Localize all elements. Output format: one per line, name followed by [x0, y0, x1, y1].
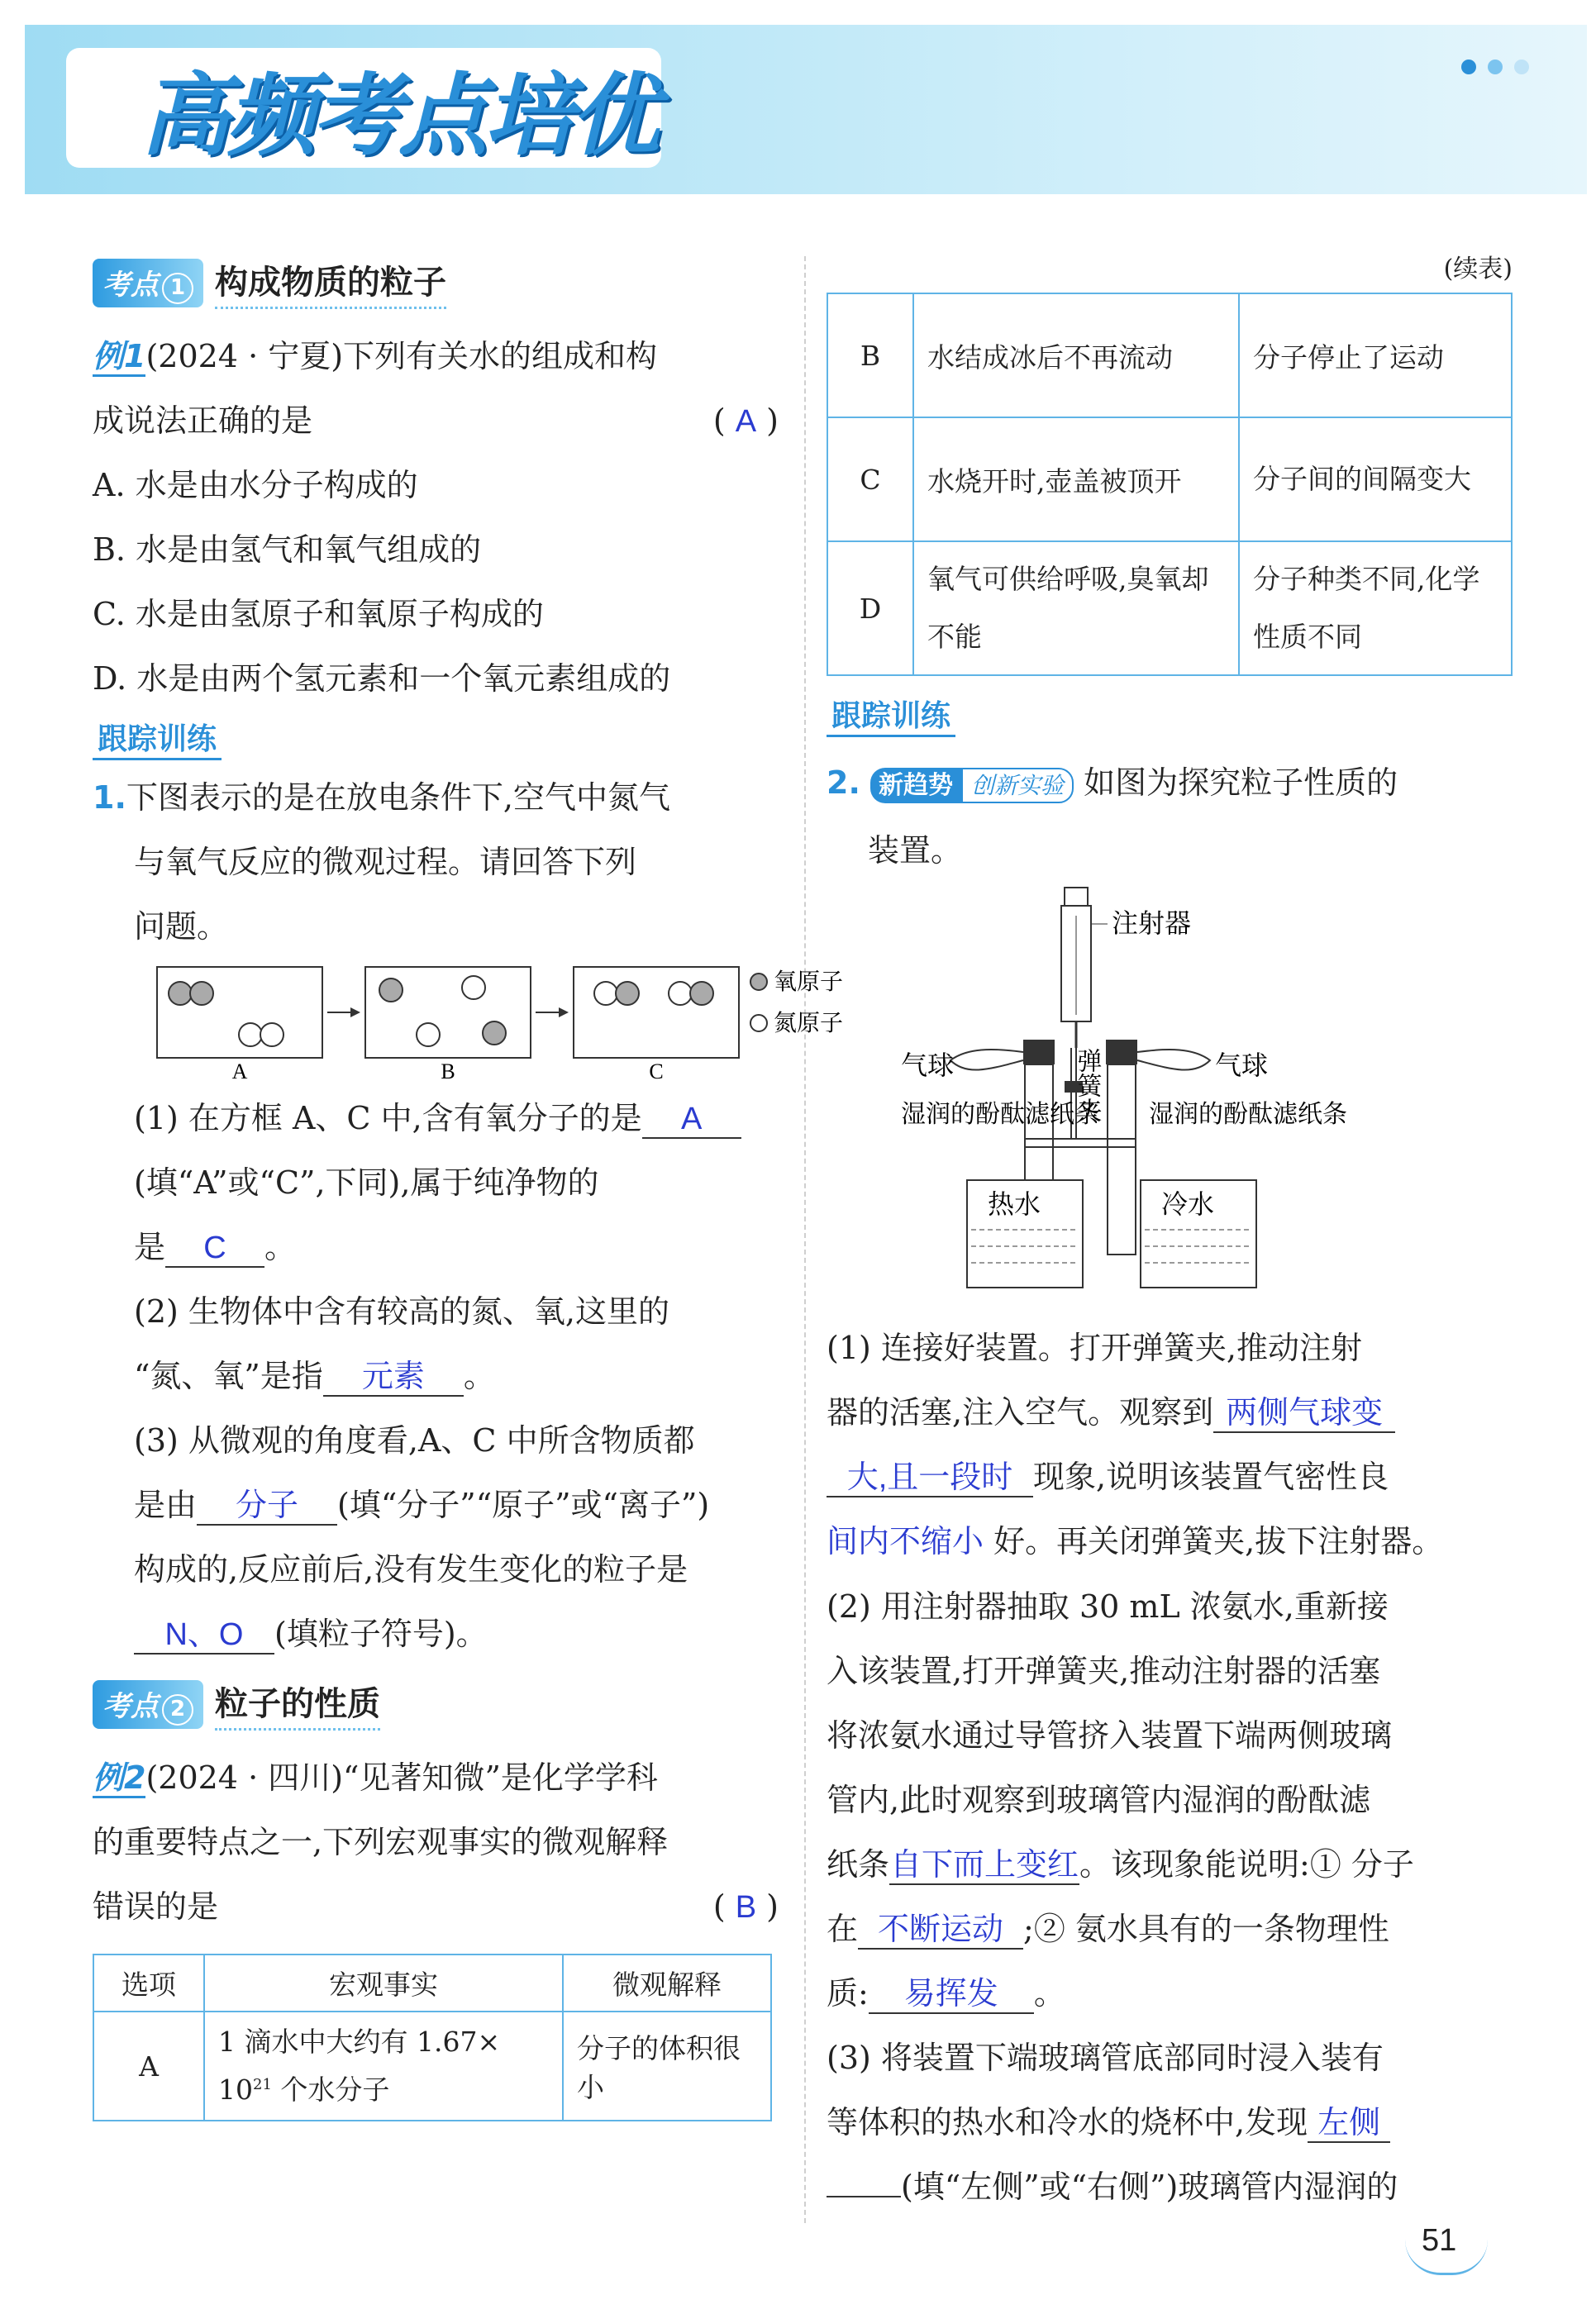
label-paper-right: 湿润的酚酞滤纸条: [1149, 1100, 1347, 1129]
option-b: B. 水是由氢气和氧气组成的: [93, 531, 482, 568]
q1-part3: (3) 从微观的角度看,A、C 中所含物质都: [134, 1422, 695, 1459]
q1-part1-b: (填“A”或“C”,下同),属于纯净物的: [134, 1164, 599, 1201]
q2-part3: (3) 将装置下端玻璃管底部同时浸入装有: [827, 2040, 1384, 2076]
diagram-label-c: C: [649, 1059, 664, 1083]
column-divider: [804, 256, 806, 2223]
page-number: 51: [1422, 2223, 1457, 2258]
continued-label: (续表): [1443, 255, 1513, 283]
kaodian-title-2: 粒子的性质: [215, 1678, 380, 1731]
q2-part2-i: 质: 易挥发 。: [827, 1961, 1513, 2026]
explanation-table-continued: [827, 293, 1513, 676]
kaodian-badge-2: 考点 2: [93, 1680, 203, 1729]
table-header-row: [93, 1955, 771, 2012]
header-fact: 宏观事实: [204, 1955, 563, 2012]
q1-part2: (2) 生物体中含有较高的氮、氧,这里的: [134, 1293, 669, 1330]
row-fact: 水结成冰后不再流动: [913, 293, 1239, 417]
dot-3: [1514, 60, 1529, 74]
q2-stem-2: 装置。: [868, 832, 963, 869]
q2-part2-b: 入该装置,打开弹簧夹,推动注射器的活塞: [827, 1653, 1381, 1689]
row-fact: 1 滴水中大约有 1.67× $10^{21}$ 个水分子: [204, 2012, 563, 2121]
label-cold-water: 冷水: [1161, 1188, 1215, 1220]
option-c: C. 水是由氢原子和氧原子构成的: [93, 596, 544, 632]
example-2-answer: B: [735, 1890, 757, 1925]
right-column: [827, 248, 1513, 2219]
label-clip: 弹簧夹: [1072, 1048, 1102, 1122]
table-row: [827, 293, 1512, 417]
table-row: [827, 417, 1512, 541]
q2-part2-d: 管内,此时观察到玻璃管内湿润的酚酞滤: [827, 1782, 1371, 1818]
kaodian-title: 构成物质的粒子: [215, 256, 446, 309]
explanation-table: [93, 1954, 772, 2121]
label-paper-left: 湿润的酚酞滤纸条: [901, 1100, 1099, 1129]
row-explain: 分子停止了运动: [1239, 293, 1512, 417]
diagram-label-b: B: [441, 1059, 455, 1083]
kaodian-1-heading: [93, 256, 779, 309]
example-1-stem: 例1(2024 · 宁夏)下列有关水的组成和构: [93, 324, 779, 388]
new-trend-tag: 新趋势: [870, 768, 961, 803]
reaction-diagram: [155, 959, 844, 1083]
innovative-experiment-tag: 创新实验: [961, 768, 1074, 803]
row-fact: 氧气可供给呼吸,臭氧却不能: [913, 541, 1239, 675]
decor-dots: [1461, 60, 1529, 74]
legend-nitrogen: 氮原子: [774, 1009, 844, 1036]
example-2-stem-3: 错误的是 ( B ): [93, 1888, 779, 1925]
row-explain: 分子的体积很小: [563, 2012, 771, 2121]
row-option: A: [93, 2012, 204, 2121]
q1-part1-c: 是 C 。: [93, 1215, 779, 1279]
q2-part2-c: 将浓氨水通过导管挤入装置下端两侧玻璃: [827, 1717, 1393, 1754]
row-option: B: [827, 293, 913, 417]
row-option: D: [827, 541, 913, 675]
diagram-label-a: A: [231, 1059, 248, 1083]
q2-part2-g: 在 不断运动 ;② 氨水具有的一条物理性: [827, 1897, 1513, 1961]
header-banner: [25, 25, 1587, 194]
table-row: [827, 541, 1512, 675]
example-1-stem-2: 成说法正确的是 ( A ): [93, 402, 779, 439]
row-fact: 水烧开时,壶盖被顶开: [913, 417, 1239, 541]
q1-stem-3: 问题。: [134, 908, 229, 945]
label-balloon-left: 气球: [901, 1050, 955, 1081]
q2-part2: (2) 用注射器抽取 30 mL 浓氨水,重新接: [827, 1588, 1389, 1625]
apparatus-diagram: [827, 883, 1513, 1312]
q1-part2-b: “氮、氧”是指 元素 。: [93, 1344, 779, 1408]
dot-1: [1461, 60, 1476, 74]
tracking-heading-2: 跟踪训练: [827, 693, 955, 737]
header-option: 选项: [93, 1955, 204, 2012]
q1-part3-d: 构成的,反应前后,没有发生变化的粒子是: [134, 1551, 688, 1588]
q1-part3-e: N、O (填粒子符号)。: [93, 1602, 779, 1666]
section-title: 高频考点培优: [66, 48, 661, 168]
row-option: C: [827, 417, 913, 541]
example-1-answer: A: [735, 404, 757, 439]
option-d: D. 水是由两个氢元素和一个氧元素组成的: [93, 660, 671, 697]
q1-part3-b: 是由 分子 (填“分子”“原子”或“离子”): [93, 1473, 779, 1537]
kaodian-badge: 考点 1: [93, 259, 203, 307]
header-explain: 微观解释: [563, 1955, 771, 2012]
table-row: [93, 2012, 771, 2121]
q2-part3-b: 等体积的热水和冷水的烧杯中,发现 左侧: [827, 2090, 1513, 2154]
q2-part1-c: 大,且一段时 现象,说明该装置气密性良: [827, 1445, 1513, 1509]
row-explain: 分子间的间隔变大: [1239, 417, 1512, 541]
dot-2: [1488, 60, 1503, 74]
q2-part3-c: (填“左侧”或“右侧”)玻璃管内湿润的: [827, 2154, 1513, 2219]
label-hot-water: 热水: [988, 1188, 1041, 1220]
q2-part1-b: 器的活塞,注入空气。观察到 两侧气球变: [827, 1380, 1513, 1445]
tracking-heading-1: 跟踪训练: [93, 716, 222, 760]
kaodian-2-heading: [93, 1678, 779, 1731]
q2-part2-e: 纸条自下而上变红。该现象能说明:① 分子: [827, 1832, 1513, 1897]
row-explain: 分子种类不同,化学性质不同: [1239, 541, 1512, 675]
q2-part1-d: 间内不缩小 好。再关闭弹簧夹,拔下注射器。: [827, 1523, 1444, 1559]
legend-oxygen: 氧原子: [774, 968, 844, 995]
option-a: A. 水是由水分子构成的: [93, 467, 418, 503]
q2-part1: (1) 连接好装置。打开弹簧夹,推动注射: [827, 1330, 1362, 1366]
label-syringe: 注射器: [1112, 907, 1192, 939]
q1-stem-2: 与氧气反应的微观过程。请回答下列: [134, 844, 637, 880]
q2-stem: 2. 新趋势 创新实验 如图为探究粒子性质的: [827, 750, 1513, 818]
example-2-stem: 例2(2024 · 四川)“见著知微”是化学学科: [93, 1745, 779, 1810]
label-balloon-right: 气球: [1215, 1050, 1269, 1081]
example-2-stem-2: 的重要特点之一,下列宏观事实的微观解释: [93, 1824, 669, 1860]
q1-stem-1: 1.下图表示的是在放电条件下,空气中氮气: [93, 779, 670, 816]
q1-part1: (1) 在方框 A、C 中,含有氧分子的是 A: [93, 1086, 779, 1150]
left-column: [93, 248, 844, 2121]
